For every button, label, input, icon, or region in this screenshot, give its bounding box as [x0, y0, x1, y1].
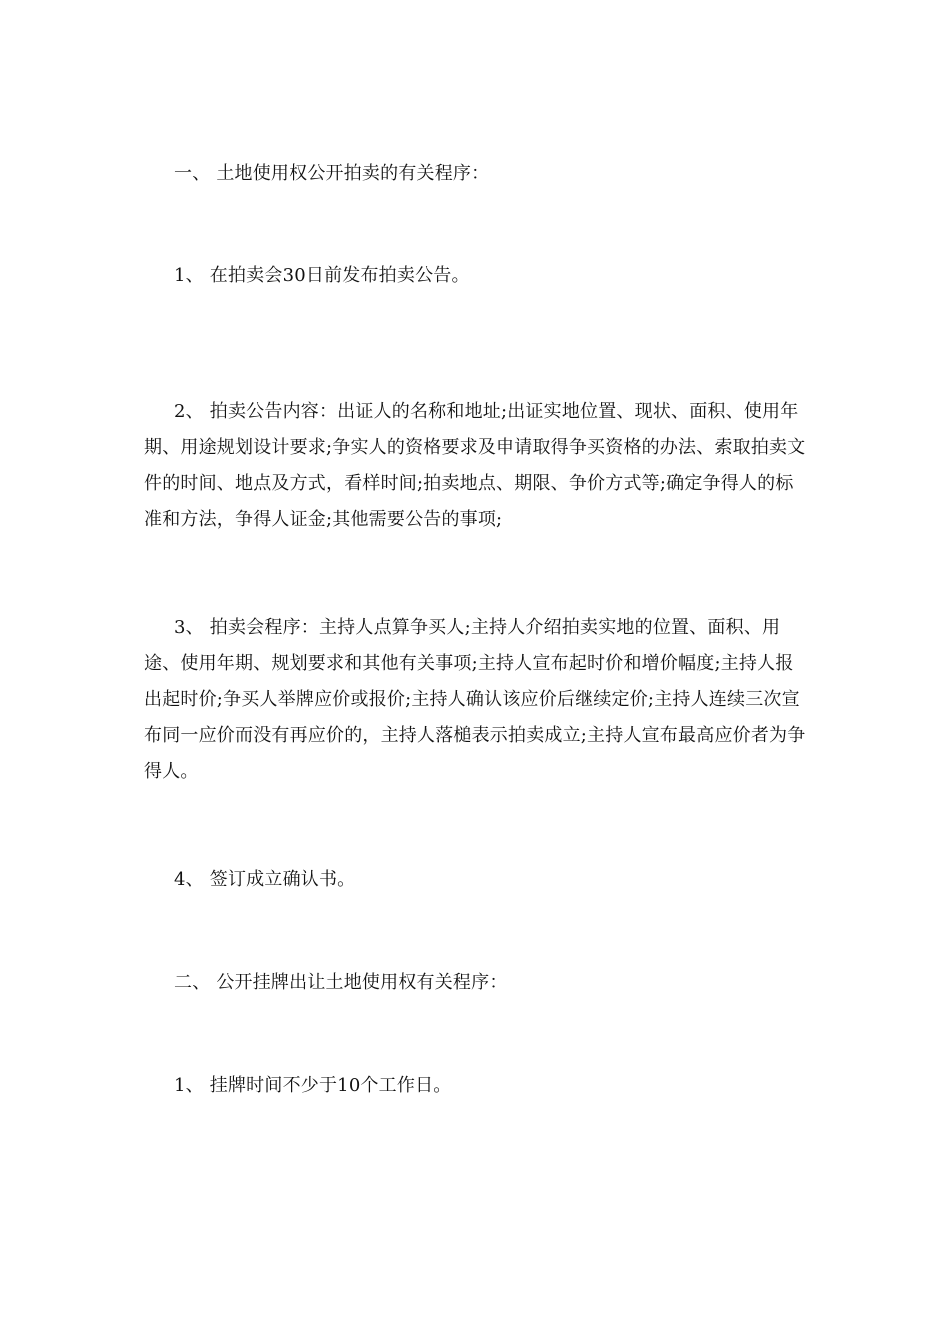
- paragraph-auction-step-2: 2、 拍卖公告内容：出证人的名称和地址;出证实地位置、现状、面积、使用年期、用途规划设计要求;争实人的资格要求及申请取得争买资格的办法、索取拍卖文件的时间、地点及方式，看样时间;拍卖地点、期限、争价方式等;确定争得人的标准和方法，争得人证金;其他需要公告的事项;: [144, 401, 806, 530]
- section-heading-auction: 一、 土地使用权公开拍卖的有关程序：: [174, 163, 490, 184]
- paragraph-auction-step-4: 4、 签订成立确认书。: [174, 869, 356, 890]
- paragraph-listing-step-1: 1、 挂牌时间不少于10个工作日。: [174, 1075, 452, 1096]
- paragraph-auction-step-1: 1、 在拍卖会30日前发布拍卖公告。: [174, 265, 470, 286]
- section-heading-listing: 二、 公开挂牌出让土地使用权有关程序：: [174, 972, 508, 993]
- paragraph-auction-step-3: 3、 拍卖会程序：主持人点算争买人;主持人介绍拍卖实地的位置、面积、用途、使用年期、规划要求和其他有关事项;主持人宣布起时价和增价幅度;主持人报出起时价;争买人举牌应价或报价;主持人确认该应价后继续定价;主持人连续三次宣布同一应价而没有再应价的，主持人落槌表示拍卖成立;主持人宣布最高应价者为争得人。: [144, 617, 806, 782]
